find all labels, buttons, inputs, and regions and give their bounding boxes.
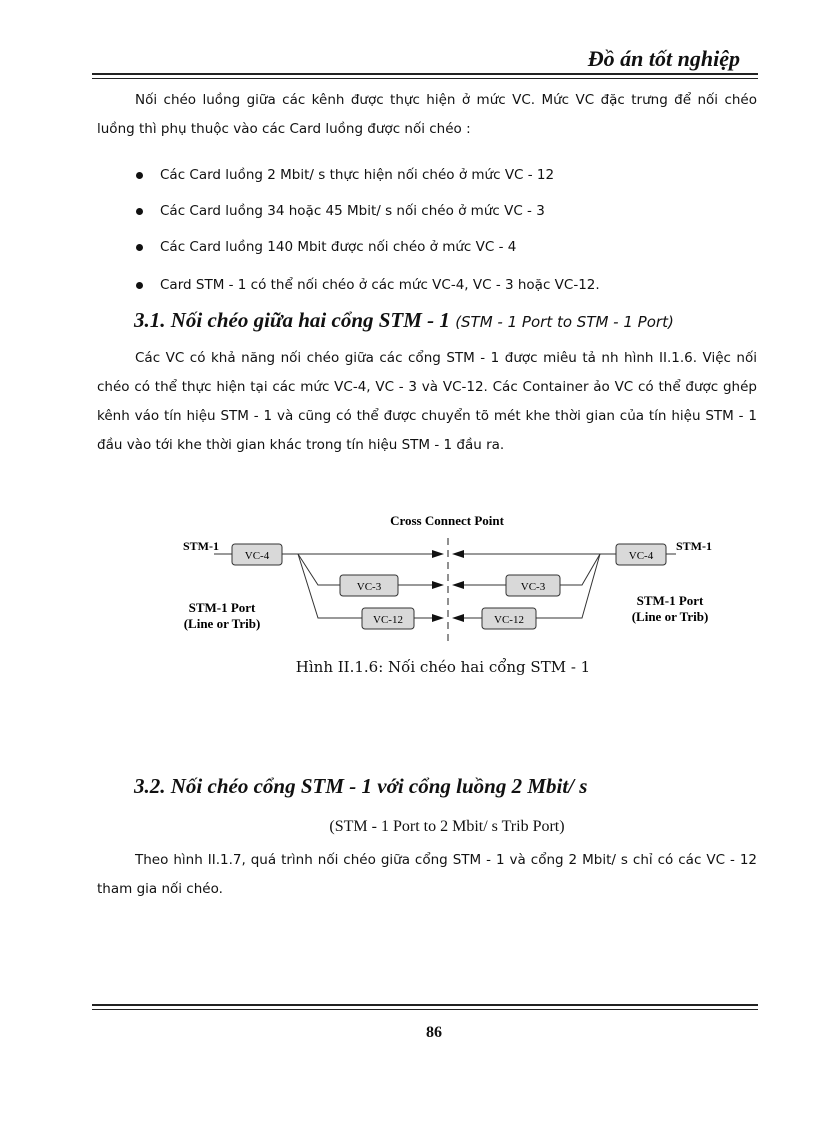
left-stm1-label: STM-1 bbox=[183, 539, 219, 553]
bullet-dot-icon bbox=[136, 208, 143, 215]
left-vc3-route bbox=[298, 554, 340, 585]
right-vc12-label: VC-12 bbox=[494, 614, 524, 626]
cross-connect-diagram bbox=[0, 506, 816, 646]
section-3-2-heading: 3.2. Nối chéo cổng STM - 1 với cổng luồng 2 Mbit/ s bbox=[134, 774, 588, 798]
left-vc12-label: VC-12 bbox=[373, 614, 403, 626]
list-item-text: Các Card luồng 2 Mbit/ s thực hiện nối chéo ở mức VC - 12 bbox=[160, 167, 555, 183]
right-stm1-label: STM-1 bbox=[676, 539, 712, 553]
left-port-label-line1: STM-1 Port bbox=[188, 600, 256, 615]
figure-caption: Hình II.1.6: Nối chéo hai cổng STM - 1 bbox=[295, 658, 591, 676]
list-item bbox=[134, 196, 754, 232]
page-header-title: Đồ án tốt nghiệp bbox=[587, 46, 740, 71]
right-vc3-label: VC-3 bbox=[520, 581, 546, 593]
arrow-right-icon bbox=[432, 614, 444, 622]
list-item-text: Card STM - 1 có thể nối chéo ở các mức VC-4, VC - 3 hoặc VC-12. bbox=[160, 277, 600, 293]
list-item bbox=[134, 160, 754, 196]
arrow-left-icon bbox=[452, 581, 464, 589]
bullet-list bbox=[134, 160, 754, 306]
left-port-label-line2: (Line or Trib) bbox=[183, 616, 261, 631]
section-3-2-subtitle: (STM - 1 Port to 2 Mbit/ s Trib Port) bbox=[329, 818, 565, 835]
section-3-1-paragraph: Các VC có khả năng nối chéo giữa các cổng STM - 1 được miêu tả nh hình II.1.6. Việc nối chéo có thể thực hiện tại các mức VC-4, VC - 3 và VC-12. Các Container ảo VC có thể được ghép kênh váo tín hiệu STM - 1 và cũng có thể được chuyển tõ mét khe thời gian của tín hiệu STM - 1 đầu vào tới khe thời gian khác trong tín hiệu STM - 1 đầu ra. bbox=[97, 350, 757, 453]
bullet-dot-icon bbox=[136, 282, 143, 289]
bullet-dot-icon bbox=[136, 172, 143, 179]
list-item-text: Các Card luồng 34 hoặc 45 Mbit/ s nối chéo ở mức VC - 3 bbox=[160, 203, 545, 219]
section-3-1-heading bbox=[134, 308, 674, 333]
left-vc3-label: VC-3 bbox=[356, 581, 382, 593]
section-3-2-paragraph: Theo hình II.1.7, quá trình nối chéo giữa cổng STM - 1 và cổng 2 Mbit/ s chỉ có các VC - 12 tham gia nối chéo. bbox=[97, 852, 757, 897]
page-number: 86 bbox=[426, 1024, 442, 1041]
arrow-right-icon bbox=[432, 581, 444, 589]
section-3-1-subtitle: (STM - 1 Port to STM - 1 Port) bbox=[455, 313, 674, 331]
header-rule bbox=[92, 73, 758, 79]
arrow-left-icon bbox=[452, 550, 464, 558]
right-vc3-route bbox=[560, 554, 600, 585]
diagram-title: Cross Connect Point bbox=[390, 513, 504, 528]
bullet-dot-icon bbox=[136, 244, 143, 251]
list-item-text: Các Card luồng 140 Mbit được nối chéo ở mức VC - 4 bbox=[160, 239, 517, 255]
list-item bbox=[134, 270, 754, 306]
intro-paragraph: Nối chéo luồng giữa các kênh được thực hiện ở mức VC. Mức VC đặc trưng để nối chéo luồng thì phụ thuộc vào các Card luồng được nối chéo : bbox=[97, 92, 757, 137]
footer-rule bbox=[92, 1004, 758, 1010]
section-3-1-title: 3.1. Nối chéo giữa hai cổng STM - 1 bbox=[134, 308, 450, 332]
arrow-left-icon bbox=[452, 614, 464, 622]
list-item bbox=[134, 232, 754, 268]
right-port-label-line2: (Line or Trib) bbox=[631, 609, 709, 624]
right-port-label-line1: STM-1 Port bbox=[636, 593, 704, 608]
left-vc4-label: VC-4 bbox=[244, 550, 270, 562]
right-vc4-label: VC-4 bbox=[628, 550, 654, 562]
arrow-right-icon bbox=[432, 550, 444, 558]
